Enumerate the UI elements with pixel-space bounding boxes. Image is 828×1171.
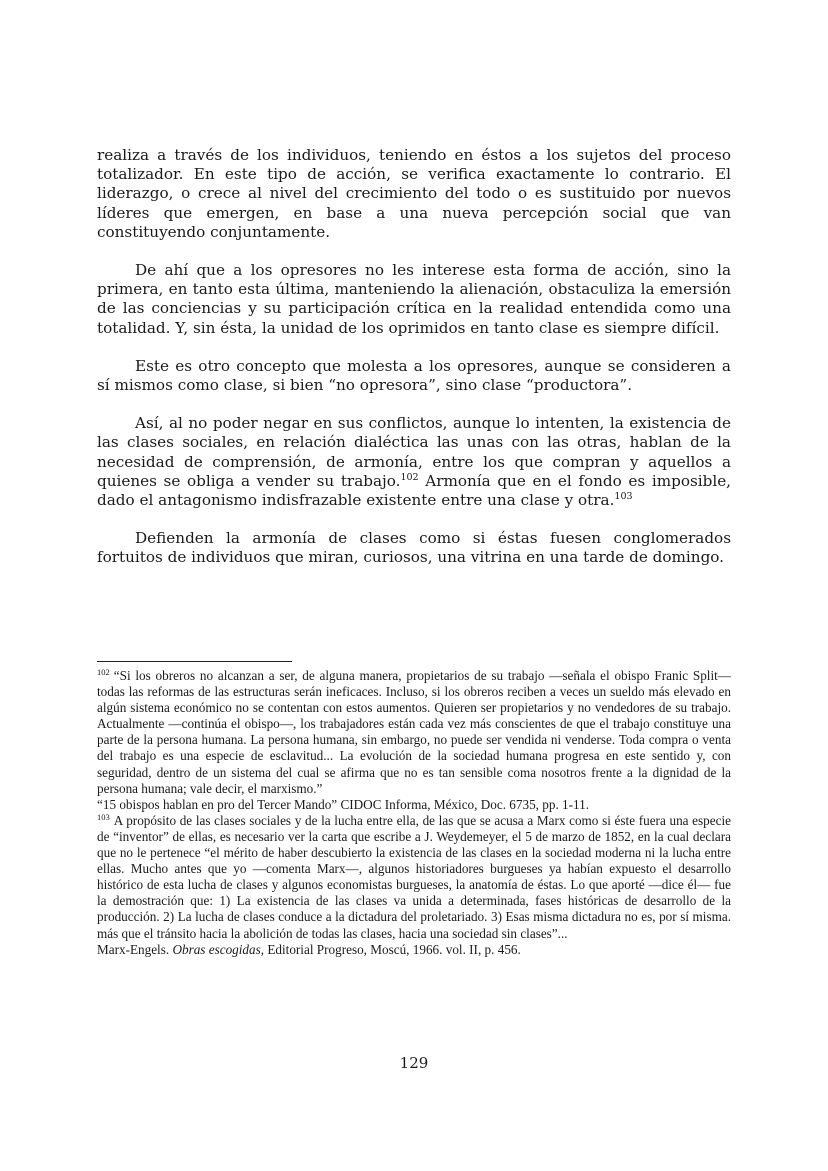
footnote-separator: [97, 661, 292, 662]
footnote-102-text: “Si los obreros no alcanzan a ser, de alguna manera, propietarios de su trabajo —señala el obispo Franic Split— todas las reformas de las estructuras serán ineficaces. Incluso, si los obreros reciben a veces un sueldo más elevado en algún sistema económico no se contentan con estos aumentos. Quieren ser propietarios y no vendedores de su trabajo. Actualmente —continúa el obispo—, los trabajadores están cada vez más conscientes de que el trabajo constituye una parte de la persona humana. La persona humana, sin embargo, no puede ser vendida ni venderse. Toda compra o venta del trabajo es una especie de esclavitud... La evolución de la sociedad humana progresa en este sentido y, con seguridad, dentro de un sistema del cual se afirma que no es tan sensible coma nosotros frente a la dignidad de la persona humana; vale decir, el marxismo.”: [97, 668, 731, 796]
paragraph-5: Defienden la armonía de clases como si éstas fuesen conglomerados fortuitos de individuos que miran, curiosos, una vitrina en una tarde de domingo.: [97, 529, 731, 567]
main-text: [97, 146, 731, 568]
footnote-102: [97, 668, 731, 797]
footnotes: [97, 668, 731, 958]
footnote-number-103: 103: [97, 811, 110, 822]
footnote-number-102: 102: [97, 667, 110, 677]
footnote-102-citation: “15 obispos hablan en pro del Tercer Mando” CIDOC Informa, México, Doc. 6735, pp. 1-11.: [97, 796, 590, 812]
footnote-103-text: A propósito de las clases sociales y de la lucha entre ella, de las que se acusa a Marx como si éste fuera una especie de “inventor” de ellas, es necesario ver la carta que escribe a J. Weydemeyer, el 5 de marzo de 1852, en la cual declara que no le pertenece “el mérito de haber descubierto la existencia de las clases en la sociedad moderna ni la lucha entre ellas. Mucho antes que yo —comenta Marx—, algunos historiadores burgueses ya habían expuesto el desarrollo histórico de esta lucha de clases y algunos economistas burgueses, la anatomía de éstas. Lo que aporté —dice él— fue la demostración que: 1) La existencia de las clases va unida a determinada, fases históricas de desarrollo de la producción. 2) La lucha de clases conduce a la dictadura del proletariado. 3) Esas misma dictadura no es, por sí misma. más que el tránsito hacia la abolición de todas las clases, hacia una sociedad sin clases”...: [97, 812, 731, 941]
page-number: 129: [399, 1054, 429, 1072]
paragraph-4-text-b: Armonía que en el fondo es imposible, dado el antagonismo indisfrazable existente entre una clase y otra.: [97, 471, 732, 510]
citation-details: , Editorial Progreso, Moscú, 1966. vol. II, p. 456.: [260, 941, 521, 957]
paragraph-4: [97, 414, 731, 510]
paragraph-4-text-a: Así, al no poder negar en sus conflictos, aunque lo intenten, la existencia de las clases sociales, en relación dialéctica las unas con las otras, hablan de la necesidad de comprensión, de armonía, entre los que compran y aquellos a quienes se obliga a vender su trabajo.: [97, 414, 731, 490]
footnote-ref-102[interactable]: 102: [400, 471, 419, 483]
citation-authors: Marx-Engels.: [97, 941, 173, 957]
footnote-ref-103[interactable]: 103: [614, 491, 633, 503]
citation-title: Obras escogidas: [172, 941, 261, 957]
footnote-103: [97, 813, 731, 942]
paragraph-2: De ahí que a los opresores no les interese esta forma de acción, sino la primera, en tanto esta última, manteniendo la alienación, obstaculiza la emersión de las conciencias y su participación crítica en la realidad entendida como una totalidad. Y, sin ésta, la unidad de los oprimidos en tanto clase es siempre difícil.: [97, 261, 731, 337]
paragraph-1: realiza a través de los individuos, teniendo en éstos a los sujetos del proceso totalizador. En este tipo de acción, se verifica exactamente lo contrario. El liderazgo, o crece al nivel del crecimiento del todo o es sustituido por nuevos líderes que emergen, en base a una nueva percepción social que van constituyendo conjuntamente.: [97, 146, 731, 241]
footnote-103-citation: [97, 942, 731, 958]
paragraph-3: Este es otro concepto que molesta a los opresores, aunque se consideren a sí mismos como clase, si bien “no opresora”, sino clase “productora”.: [97, 356, 731, 395]
